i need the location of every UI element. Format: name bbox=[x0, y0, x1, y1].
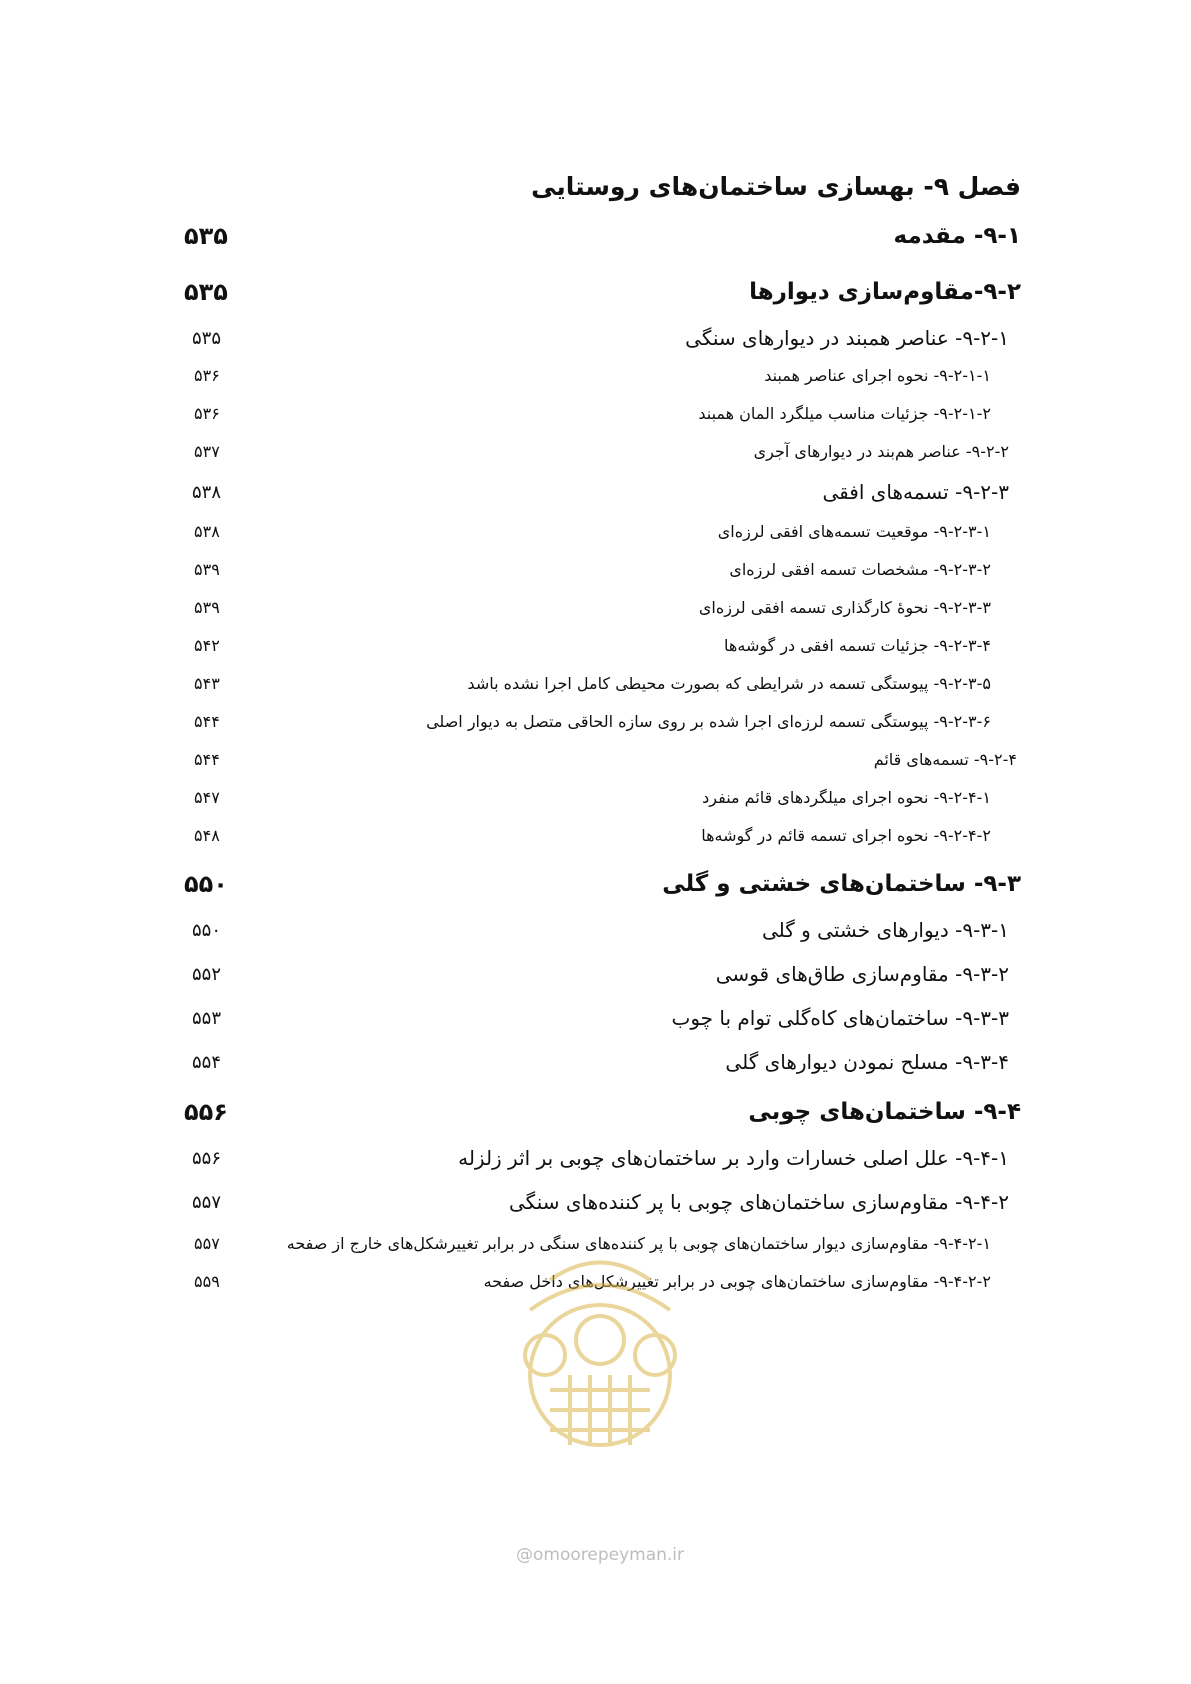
toc-entry-title: ۹-۳-۳- ساختمان‌های کاه‌گلی توام با چوب bbox=[671, 1006, 1009, 1030]
toc-page-number: ۵۵۶ bbox=[184, 1098, 228, 1126]
toc-row bbox=[170, 636, 1021, 655]
toc-page-number: ۵۴۴ bbox=[194, 712, 220, 731]
toc-row bbox=[170, 598, 1021, 617]
toc-entry-title: ۹-۲-۳-۲- مشخصات تسمه افقی لرزه‌ای bbox=[729, 560, 991, 579]
toc-entry-title: ۹-۳-۱- دیوارهای خشتی و گلی bbox=[761, 918, 1009, 942]
toc-row bbox=[170, 1050, 1021, 1074]
toc-row bbox=[170, 1190, 1021, 1214]
toc-row bbox=[170, 1098, 1021, 1126]
toc-page-number: ۵۵۰ bbox=[184, 870, 228, 898]
toc-page-number: ۵۳۸ bbox=[194, 522, 220, 541]
toc-entry-title: ۹-۴-۲- مقاوم‌سازی ساختمان‌های چوبی با پر کننده‌های سنگی bbox=[509, 1190, 1009, 1214]
toc-page-number: ۵۵۰ bbox=[192, 919, 222, 941]
toc-row bbox=[170, 674, 1021, 693]
toc-entry-title: ۹-۲-۳-۱- موقعیت تسمه‌های افقی لرزه‌ای bbox=[717, 522, 991, 541]
toc-row bbox=[170, 560, 1021, 579]
toc-page-number: ۵۴۸ bbox=[194, 826, 220, 845]
toc-entry-title: ۹-۲-۴-۲- نحوه اجرای تسمه قائم در گوشه‌ها bbox=[701, 826, 991, 845]
toc-entry-title: ۹-۲-۱-۲- جزئیات مناسب میلگرد المان همبند bbox=[698, 404, 991, 423]
toc-page-number: ۵۳۸ bbox=[192, 481, 222, 503]
toc-entry-title: ۹-۲-مقاوم‌سازی دیوارها bbox=[749, 279, 1021, 305]
toc-row bbox=[170, 1234, 1021, 1253]
toc-entry-title: ۹-۱- مقدمه bbox=[893, 223, 1021, 249]
toc-row bbox=[170, 278, 1021, 306]
toc-entry-title: ۹-۲-۳-۶- پیوستگی تسمه لرزه‌ای اجرا شده بر روی سازه الحاقی متصل به دیوار اصلی bbox=[426, 712, 991, 731]
toc-page-number: ۵۳۵ bbox=[192, 327, 222, 349]
toc-row bbox=[170, 870, 1021, 898]
toc-page-number: ۵۳۵ bbox=[184, 222, 228, 250]
toc-page-number: ۵۵۳ bbox=[192, 1007, 222, 1029]
toc-page-number: ۵۴۳ bbox=[194, 674, 220, 693]
toc-entry-title: ۹-۳- ساختمان‌های خشتی و گلی bbox=[662, 871, 1021, 897]
watermark-text: @omoorepeyman.ir bbox=[515, 1545, 685, 1565]
toc-page-number: ۵۵۷ bbox=[194, 1234, 220, 1253]
toc-entry-title: ۹-۴-۲-۲- مقاوم‌سازی ساختمان‌های چوبی در برابر تغییرشکل‌های داخل صفحه bbox=[483, 1272, 991, 1291]
toc-page-number: ۵۴۴ bbox=[194, 750, 220, 769]
toc-page-number: ۵۳۵ bbox=[184, 278, 228, 306]
chapter-title: فصل ۹- بهسازی ساختمان‌های روستایی bbox=[531, 172, 1021, 201]
toc-row bbox=[170, 326, 1021, 350]
toc-row bbox=[170, 366, 1021, 385]
toc-page-number: ۵۵۶ bbox=[192, 1147, 222, 1169]
toc-page-number: ۵۳۹ bbox=[194, 598, 220, 617]
toc-page-number: ۵۳۹ bbox=[194, 560, 220, 579]
toc-row bbox=[170, 712, 1021, 731]
toc-row bbox=[170, 404, 1021, 423]
toc-row bbox=[170, 962, 1021, 986]
toc-entry-title: ۹-۲-۲- عناصر هم‌بند در دیوارهای آجری bbox=[753, 442, 1009, 461]
toc-page-number: ۵۴۷ bbox=[194, 788, 220, 807]
toc-entry-title: ۹-۲-۴-۱- نحوه اجرای میلگردهای قائم منفرد bbox=[702, 788, 991, 807]
toc-row bbox=[170, 442, 1021, 461]
toc-row bbox=[170, 522, 1021, 541]
toc-entry-title: ۹-۲-۴- تسمه‌های قائم bbox=[873, 750, 1017, 769]
toc-entry-title: ۹-۲-۳-۴- جزئیات تسمه افقی در گوشه‌ها bbox=[724, 636, 991, 655]
toc-page-number: ۵۴۲ bbox=[194, 636, 220, 655]
toc-entry-title: ۹-۳-۲- مقاوم‌سازی طاق‌های قوسی bbox=[715, 962, 1009, 986]
toc-row bbox=[170, 1006, 1021, 1030]
toc-entry-title: ۹-۲-۱- عناصر همبند در دیوارهای سنگی bbox=[685, 326, 1009, 350]
toc-page-number: ۵۵۲ bbox=[192, 963, 222, 985]
toc-row bbox=[170, 788, 1021, 807]
toc-entry-title: ۹-۲-۳-۵- پیوستگی تسمه در شرایطی که بصورت محیطی کامل اجرا نشده باشد bbox=[467, 674, 991, 693]
toc-row bbox=[170, 222, 1021, 250]
toc-entry-title: ۹-۲-۳-۳- نحوهٔ کارگذاری تسمه افقی لرزه‌ای bbox=[698, 598, 991, 617]
toc-row bbox=[170, 1146, 1021, 1170]
toc-entry-title: ۹-۳-۴- مسلح نمودن دیوارهای گلی bbox=[725, 1050, 1009, 1074]
toc-row bbox=[170, 1272, 1021, 1291]
toc-row bbox=[170, 918, 1021, 942]
toc-page-number: ۵۵۹ bbox=[194, 1272, 220, 1291]
toc-row bbox=[170, 480, 1021, 504]
toc-entry-title: ۹-۴-۱- علل اصلی خسارات وارد بر ساختمان‌های چوبی بر اثر زلزله bbox=[458, 1146, 1009, 1170]
toc-row bbox=[170, 750, 1021, 769]
toc-page-number: ۵۳۷ bbox=[194, 442, 220, 461]
toc-entry-title: ۹-۴- ساختمان‌های چوبی bbox=[748, 1099, 1021, 1125]
toc-page-number: ۵۳۶ bbox=[194, 366, 220, 385]
toc-entry-title: ۹-۲-۱-۱- نحوه اجرای عناصر همبند bbox=[764, 366, 991, 385]
toc-row bbox=[170, 826, 1021, 845]
toc-entry-title: ۹-۴-۲-۱- مقاوم‌سازی دیوار ساختمان‌های چوبی با پر کننده‌های سنگی در برابر تغییرشکل‌های خارج از صفحه bbox=[286, 1234, 991, 1253]
toc-page-number: ۵۳۶ bbox=[194, 404, 220, 423]
toc-page-number: ۵۵۴ bbox=[192, 1051, 222, 1073]
toc-page-number: ۵۵۷ bbox=[192, 1191, 222, 1213]
toc-entry-title: ۹-۲-۳- تسمه‌های افقی bbox=[822, 480, 1009, 504]
